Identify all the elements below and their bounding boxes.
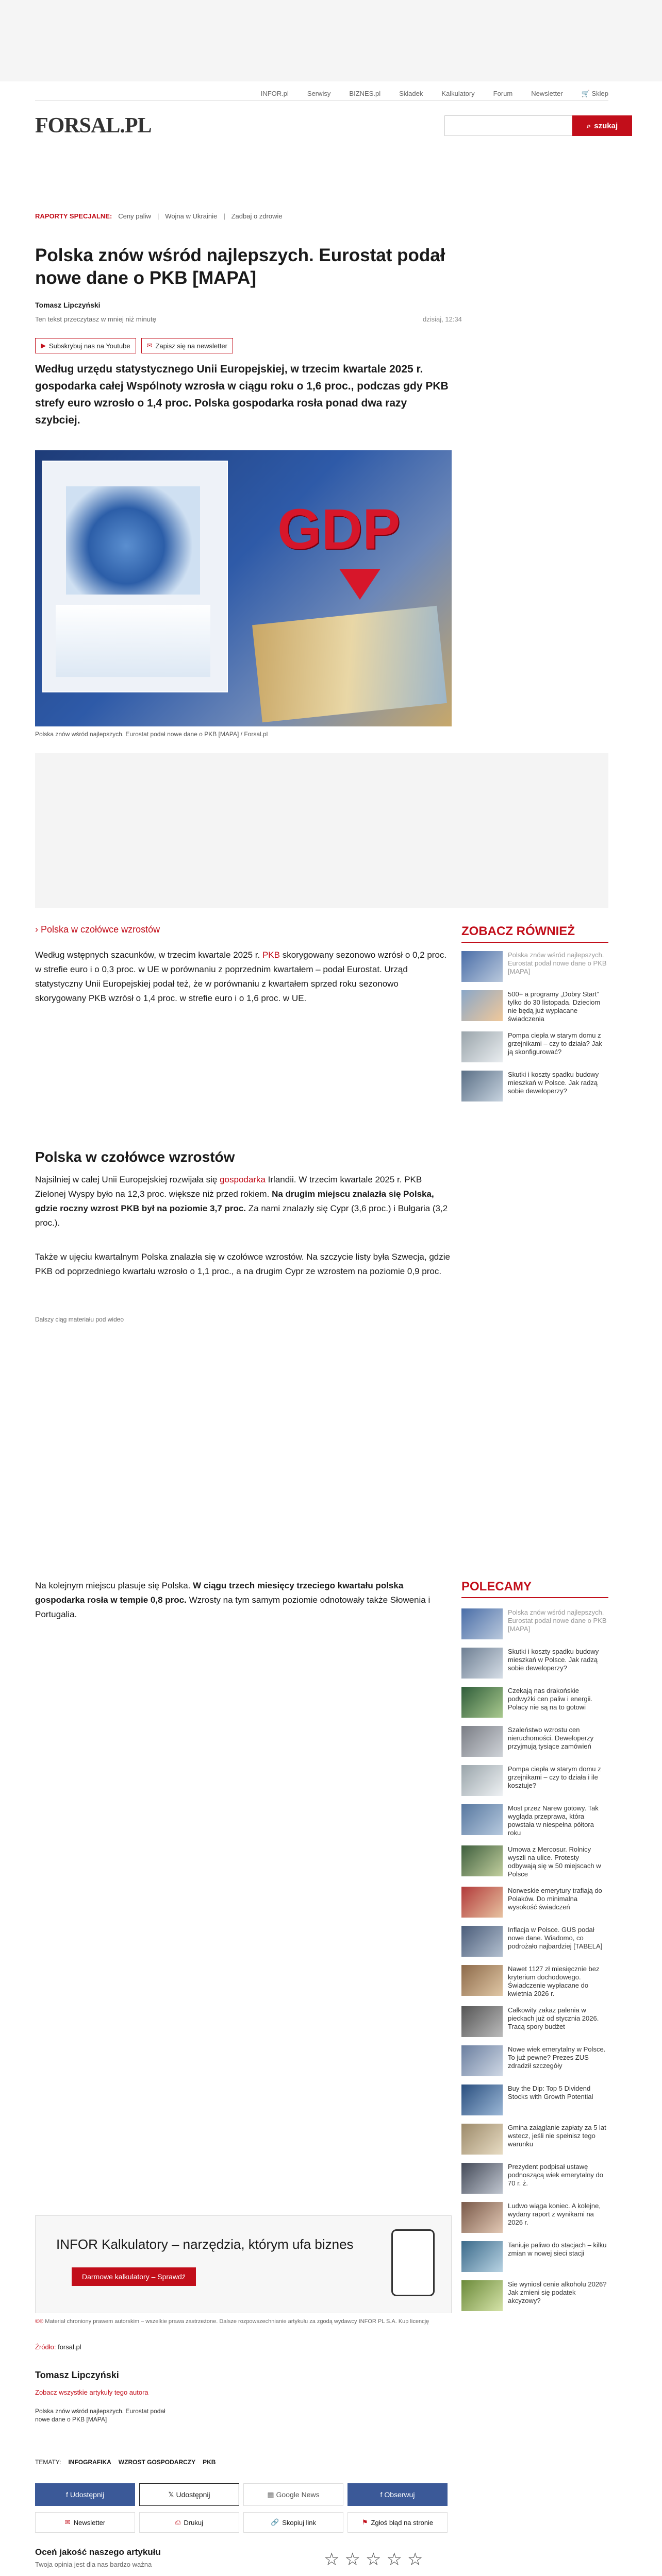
search-button[interactable]: ⌕ szukaj (572, 115, 632, 136)
hero-image (35, 450, 452, 726)
copy-link-button[interactable]: 🔗 Skopiuj link (243, 2512, 343, 2533)
mail-icon: ✉ (146, 342, 153, 349)
list-item[interactable]: Sie wyniosł cenie alkoholu 2026? Jak zmieni się podatek akcyzowy? (461, 2280, 608, 2311)
rating-box (35, 2545, 452, 2576)
list-item[interactable]: Nowe wiek emerytalny w Polsce. To już pewne? Prezes ZUS zdradził szczegóły (461, 2045, 608, 2076)
thumbnail (461, 2006, 503, 2037)
tags (35, 2459, 216, 2466)
thumbnail (461, 1965, 503, 1996)
thumbnail (461, 2241, 503, 2272)
thumbnail (461, 1845, 503, 1876)
mail-icon: ✉ (64, 2518, 71, 2526)
top-nav-item: Sklep (591, 90, 608, 97)
thumbnail (461, 990, 503, 1021)
infor-calculators-box (35, 2215, 452, 2313)
euro-banknote (252, 606, 447, 723)
tag[interactable]: INFOGRAFIKA (68, 2459, 111, 2466)
newsletter-action-button[interactable]: ✉ Newsletter (35, 2512, 135, 2533)
popular-list (461, 1608, 608, 2319)
thumbnail (461, 1608, 503, 1639)
inline-link[interactable]: PKB (262, 950, 280, 960)
star-icon[interactable]: ☆ (344, 2550, 360, 2569)
top-nav-cart[interactable] (582, 90, 608, 98)
list-item[interactable]: Buy the Dip: Top 5 Dividend Stocks with Growth Potential (461, 2084, 608, 2115)
section-heading: Polska w czołówce wzrostów (35, 1149, 235, 1165)
thumbnail (461, 1071, 503, 1101)
list-item[interactable]: Pompa ciepła w starym domu z grzejnikami – czy to działa i ile kosztuje? (461, 1765, 608, 1796)
top-nav-item[interactable]: Serwisy (307, 90, 331, 97)
list-item[interactable]: Nawet 1127 zł miesięcznie bez kryterium dochodowego. Świadczenie wypłacane do kwietnia 2026 r. (461, 1965, 608, 1998)
top-nav-item[interactable]: Forum (493, 90, 513, 97)
x-share-button[interactable]: 𝕏 Udostępnij (139, 2483, 239, 2506)
infobox-button[interactable]: Darmowe kalkulatory – Sprawdź (72, 2267, 196, 2286)
infobox-title: INFOR Kalkulatory – narzędzia, którym ufa biznes (56, 2236, 354, 2252)
image-caption: Polska znów wśród najlepszych. Eurostat podał nowe dane o PKB [MAPA] / Forsal.pl (35, 731, 268, 738)
special-reports: RAPORTY SPECJALNE: Ceny paliw | Wojna w Ukrainie | Zadbaj o zdrowie (35, 212, 283, 220)
google-news-button[interactable]: ▦ Google News (243, 2483, 343, 2506)
article-paragraph: Najsilniej w całej Unii Europejskiej rozwijała się gospodarka Irlandii. W trzecim kwartale 2025 r. PKB Zielonej Wyspy było na 12,3 proc. większe niż przed rokiem. Na drugim miejscu znalazła się Polska, gdzie roczny wzrost PKB był na poziomie 3,7 proc. Za nami znalazły się Cypr (3,6 proc.) i Bułgaria (3,2 proc.). (35, 1175, 448, 1228)
top-nav (35, 87, 608, 101)
article-date: dzisiaj, 12:34 (423, 315, 462, 323)
newsletter-button[interactable]: ✉ Zapisz się na newsletter (141, 338, 233, 353)
top-nav-item[interactable]: Skladek (399, 90, 423, 97)
list-item[interactable]: Skutki i koszty spadku budowy mieszkań w Polsce. Jak radzą sobie deweloperzy? (461, 1648, 608, 1679)
list-item[interactable]: Gmina zaiąglanie zapłaty za 5 lat wstecz, jeśli nie spełnisz tego warunku (461, 2124, 608, 2155)
top-nav-item[interactable]: BIZNES.pl (349, 90, 381, 97)
rating-subtitle: Twoja opinia jest dla nas bardzo ważna (35, 2561, 152, 2568)
inline-link[interactable]: gospodarka (220, 1175, 266, 1184)
x-icon: 𝕏 (168, 2490, 174, 2499)
search-input[interactable] (444, 115, 572, 136)
action-row (35, 2512, 448, 2533)
star-icon[interactable]: ☆ (324, 2550, 340, 2569)
thumbnail (461, 2084, 503, 2115)
article-paragraph: Także w ujęciu kwartalnym Polska znalazła się w czołówce wzrostów. Na szczycie listy była Szwecja, gdzie PKB od poprzedniego kwartału wzrosło o 1,1 proc., a na drugim Cypr ze wzrostem na poziomie 0,9 proc. (35, 1252, 450, 1276)
top-ad-area (0, 0, 662, 81)
continued-note: Dalszy ciąg materiału pod wideo (35, 1316, 124, 1323)
thumbnail (461, 1726, 503, 1757)
link-icon: 🔗 (271, 2518, 279, 2526)
source: Źródło: forsal.pl (35, 2343, 81, 2351)
thumbnail (461, 1926, 503, 1957)
eu-map-shape (66, 486, 200, 595)
down-arrow-icon (339, 569, 380, 600)
thumbnail (461, 2163, 503, 2194)
read-time: Ten tekst przeczytasz w mniej niż minutę (35, 315, 156, 323)
list-item[interactable]: Norweskie emerytury trafiają do Polaków. Do minimalna wysokość świadczeń (461, 1887, 608, 1918)
list-item[interactable]: 500+ a programy „Dobry Start” tylko do 30 listopada. Dzieciom nie będą już wypłacane świadczenia (461, 990, 608, 1023)
thumbnail (461, 1765, 503, 1796)
list-item[interactable]: Polska znów wśród najlepszych. Eurostat podał nowe dane o PKB [MAPA] (461, 1608, 608, 1639)
thumbnail (461, 1648, 503, 1679)
top-nav-item[interactable]: Newsletter (531, 90, 563, 97)
list-item[interactable]: Taniuje paliwo do stacjach – kilku zmian w nowej sieci stacji (461, 2241, 608, 2272)
thumbnail (461, 1031, 503, 1062)
list-item[interactable]: Czekają nas drakońskie podwyżki cen paliw i energii. Polacy nie są na to gotowi (461, 1687, 608, 1718)
list-item[interactable]: Pompa ciepła w starym domu z grzejnikami – czy to działa? Jak ją skonfigurować? (461, 1031, 608, 1062)
see-also-list (461, 951, 608, 1110)
tags-label: TEMATY: (35, 2459, 61, 2466)
list-item[interactable]: Umowa z Mercosur. Rolnicy wyszli na ulice. Protesty odbywają się w 50 miejscach w Polsce (461, 1845, 608, 1878)
special-report-link[interactable]: Zadbaj o zdrowie (231, 212, 283, 220)
line-chart-area (56, 605, 210, 677)
copyright-icon: ©℗ (35, 2318, 44, 2325)
special-reports-label: RAPORTY SPECJALNE: (35, 212, 112, 220)
share-row (35, 2483, 448, 2506)
list-item[interactable]: Polska znów wśród najlepszych. Eurostat podał nowe dane o PKB [MAPA] (461, 951, 608, 982)
list-item[interactable]: Most przez Narew gotowy. Tak wygląda przeprawa, która powstała w niespełna półtora roku (461, 1804, 608, 1837)
subscribe-buttons (35, 338, 233, 353)
print-button[interactable]: ⎙ Drukuj (139, 2512, 239, 2533)
related-link[interactable]: › Polska w czołówce wzrostów (35, 924, 160, 935)
list-item[interactable]: Inflacja w Polsce. GUS podał nowe dane. Wiadomo, co podrożało najbardziej [TABELA] (461, 1926, 608, 1957)
list-item[interactable]: Ludwo wiąga koniec. A kolejne, wydany raport z wynikami na 2026 r. (461, 2202, 608, 2233)
thumbnail (461, 2280, 503, 2311)
article-lead: Według urzędu statystycznego Unii Europejskiej, w trzecim kwartale 2025 r. gospodarka całej Wspólnoty wzrosła w ciągu roku o 1,6 proc., podczas gdy PKB strefy euro wzrosło o 1,4 proc. Polska gospodarka rosła ponad dwa razy szybciej. (35, 363, 449, 426)
list-item[interactable]: Skutki i koszty spadku budowy mieszkań w Polsce. Jak radzą sobie deweloperzy? (461, 1071, 608, 1101)
flag-icon: ⚑ (361, 2518, 368, 2526)
google-news-icon: ▦ (267, 2490, 274, 2499)
article-author[interactable]: Tomasz Lipczyński (35, 301, 101, 309)
thumbnail (461, 1887, 503, 1918)
phone-illustration (391, 2229, 435, 2296)
copyright-disclaimer: ©℗ Materiał chroniony prawem autorskim – wszelkie prawa zastrzeżone. Dalsze rozpowszechnianie artykułu za zgodą wydawcy INFOR PL S.A. Kup licencję (35, 2318, 429, 2325)
cart-icon: 🛒 (581, 90, 590, 97)
chevron-right-icon: › (35, 924, 38, 935)
list-item[interactable]: Szaleństwo wzrostu cen nieruchomości. Deweloperzy przyjmują tysiące zamówień (461, 1726, 608, 1757)
star-icon[interactable]: ☆ (407, 2550, 423, 2569)
youtube-subscribe-button[interactable]: ▶ Subskrybuj nas na Youtube (35, 338, 136, 353)
author-recent-article[interactable]: Polska znów wśród najlepszych. Eurostat podał nowe dane o PKB [MAPA] (35, 2408, 166, 2423)
thumbnail (461, 2045, 503, 2076)
facebook-follow-button[interactable]: f Obserwuj (347, 2483, 448, 2506)
special-report-link[interactable]: Ceny paliw (118, 212, 151, 220)
special-report-link[interactable]: Wojna w Ukrainie (165, 212, 218, 220)
logo[interactable]: FORSAL.PL (35, 114, 152, 138)
top-nav-item[interactable]: INFOR.pl (260, 90, 289, 97)
article-title: Polska znów wśród najlepszych. Eurostat podał nowe dane o PKB [MAPA] (35, 245, 445, 288)
facebook-icon: f (380, 2490, 383, 2499)
see-also-heading: ZOBACZ RÓWNIEŻ (461, 924, 608, 943)
popular-heading: POLECAMY (461, 1580, 608, 1598)
search-icon: ⌕ (586, 121, 591, 130)
facebook-share-button[interactable]: f Udostępnij (35, 2483, 135, 2506)
thumbnail (461, 2202, 503, 2233)
article-paragraph: Według wstępnych szacunków, w trzecim kwartale 2025 r. PKB skorygowany sezonowo wzrósł o 0,2 proc. w strefie euro i o 0,3 proc. w UE w porównaniu z poprzednim kwartałem – podał Eurostat. Urząd statystyczny Unii Europejskiej podał też, że w porównaniu z kwartałem sprzed roku sezonowo skorygowany PKB wzrósł o 1,4 proc. w strefie euro i o 1,6 proc. w UE. (35, 950, 447, 1003)
gdp-text: GDP (277, 498, 401, 561)
print-icon: ⎙ (175, 2518, 181, 2526)
thumbnail (461, 1687, 503, 1718)
tag[interactable]: WZROST GOSPODARCZY (118, 2459, 196, 2466)
top-nav-item[interactable]: Kalkulatory (441, 90, 475, 97)
star-rating (324, 2549, 423, 2570)
ad-slot (35, 753, 608, 908)
video-slot (35, 1340, 452, 1571)
facebook-icon: f (66, 2490, 68, 2499)
star-icon[interactable]: ☆ (365, 2550, 382, 2569)
author-box-name[interactable]: Tomasz Lipczyński (35, 2370, 119, 2380)
author-articles-link[interactable]: Zobacz wszystkie artykuły tego autora (35, 2388, 148, 2396)
list-item[interactable]: Prezydent podpisał ustawę podnoszącą wiek emerytalny do 70 r. ż. (461, 2163, 608, 2194)
report-error-button[interactable]: ⚑ Zgłoś błąd na stronie (347, 2512, 448, 2533)
thumbnail (461, 2124, 503, 2155)
list-item[interactable]: Całkowity zakaz palenia w pieckach już od stycznia 2026. Tracą spory budżet (461, 2006, 608, 2037)
thumbnail (461, 951, 503, 982)
rating-title: Oceń jakość naszego artykułu (35, 2547, 161, 2557)
thumbnail (461, 1804, 503, 1835)
star-icon[interactable]: ☆ (386, 2550, 402, 2569)
tag[interactable]: PKB (203, 2459, 216, 2466)
youtube-icon: ▶ (41, 342, 46, 349)
article-paragraph: Na kolejnym miejscu plasuje się Polska. W ciągu trzech miesięcy trzeciego kwartału polska gospodarka rosła w tempie 0,8 proc. Wzrosty na tym samym poziomie odnotowały także Słowenia i Portugalia. (35, 1581, 431, 1619)
